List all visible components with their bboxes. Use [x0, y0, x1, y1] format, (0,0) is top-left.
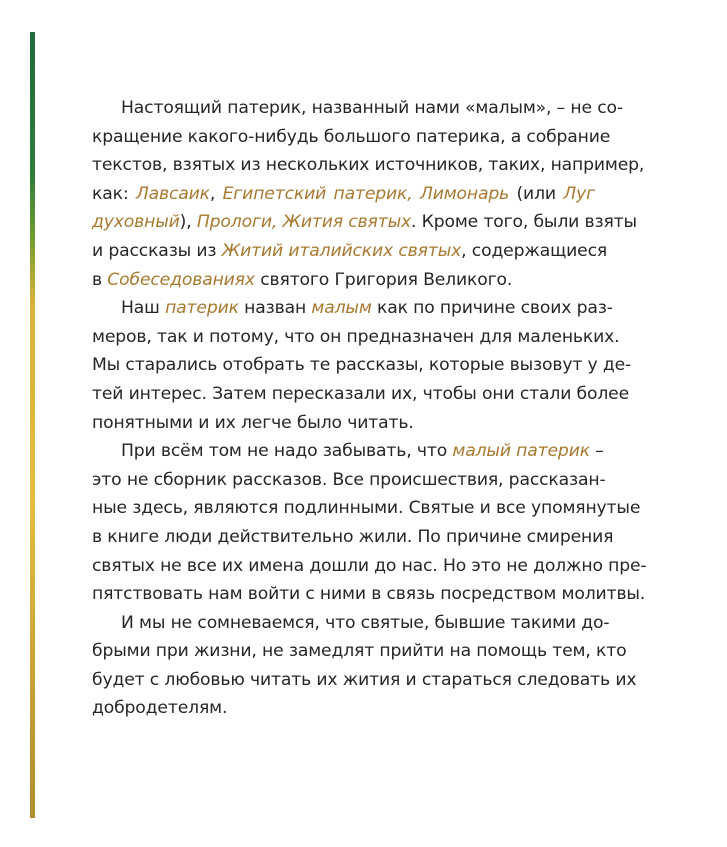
paragraph — [92, 94, 645, 294]
text-line — [92, 666, 637, 695]
highlighted-title: Собеседованиях — [107, 269, 255, 290]
page-edge-color-bar — [30, 32, 35, 818]
text-line — [92, 266, 595, 295]
text-segment: , — [209, 183, 223, 204]
highlighted-title: духовный — [92, 212, 180, 233]
text-line — [92, 637, 627, 666]
body-text — [92, 94, 647, 723]
highlighted-title: патерик — [165, 298, 239, 319]
highlighted-title: Луг — [563, 183, 595, 204]
text-segment: ), — [179, 212, 197, 233]
text-line — [92, 552, 647, 581]
paragraph — [92, 437, 647, 609]
text-segment: меров, так и потому, что он предназначен для маленьких. — [92, 326, 620, 347]
text-line — [92, 466, 606, 495]
text-line — [92, 123, 611, 152]
text-segment: это не сборник рассказов. Все происшествия, рассказан- — [92, 469, 606, 490]
text-segment: При всём том не надо забывать, что — [121, 441, 453, 462]
text-line — [92, 237, 608, 266]
paragraph — [92, 609, 637, 723]
text-segment: назван — [238, 298, 312, 319]
text-line — [92, 351, 632, 380]
text-line — [92, 694, 595, 723]
highlighted-title: Лавсаик — [135, 183, 210, 204]
text-segment: текстов, взятых из нескольких источников, таких, например, — [92, 155, 645, 176]
text-segment: будет с любовью читать их жития и стараться следовать их — [92, 669, 637, 690]
text-segment: понятными и их легче было читать. — [92, 412, 414, 433]
paragraph — [92, 294, 632, 437]
text-segment: тей интерес. Затем пересказали их, чтобы они стали более — [92, 383, 630, 404]
text-segment: ные здесь, являются подлинными. Святые и все упомянутые — [92, 498, 641, 519]
text-segment: пятствовать нам войти с ними в связь посредством молитвы. — [92, 584, 646, 605]
highlighted-title: Прологи, Жития святых — [196, 212, 412, 233]
highlighted-title: Египетский патерик, Лимонарь — [222, 183, 510, 204]
text-line — [92, 180, 595, 209]
text-line — [92, 208, 637, 237]
text-segment: . Кроме того, были взяты — [411, 212, 637, 233]
text-segment: в — [92, 269, 108, 290]
text-segment: брыми при жизни, не замедлят прийти на помощь тем, кто — [92, 641, 627, 662]
text-line — [92, 294, 613, 323]
text-line — [92, 609, 610, 638]
text-segment: Наш — [121, 298, 166, 319]
highlighted-title: Житий италийских святых — [221, 240, 462, 261]
text-segment: кращение какого-нибудь большого патерика, а собрание — [92, 126, 611, 147]
text-segment: – — [589, 441, 604, 462]
text-segment: святых не все их имена дошли до нас. Но это не должно пре- — [92, 555, 647, 576]
text-segment: и рассказы из — [92, 240, 222, 261]
text-line — [92, 523, 614, 552]
text-segment: (или — [509, 183, 564, 204]
highlighted-title: малым — [311, 298, 372, 319]
text-segment: добродетелям. — [92, 698, 228, 719]
text-line — [92, 323, 620, 352]
text-segment: как по причине своих раз- — [371, 298, 613, 319]
text-line — [92, 380, 630, 409]
text-line — [92, 580, 646, 609]
text-segment: в книге люди действительно жили. По причине смирения — [92, 526, 614, 547]
text-line — [92, 437, 604, 466]
text-segment: Настоящий патерик, названный нами «малым», – не со- — [121, 98, 623, 118]
highlighted-title: малый патерик — [452, 441, 590, 462]
text-line — [92, 151, 645, 180]
text-line — [92, 94, 623, 123]
text-segment: как: — [92, 183, 136, 204]
text-line — [92, 409, 595, 438]
text-segment: Мы старались отобрать те рассказы, которые вызовут у де- — [92, 355, 632, 376]
text-segment: , содержащиеся — [461, 240, 608, 261]
text-segment: И мы не сомневаемся, что святые, бывшие такими до- — [121, 612, 610, 633]
text-segment: святого Григория Великого. — [254, 269, 513, 290]
text-line — [92, 494, 641, 523]
